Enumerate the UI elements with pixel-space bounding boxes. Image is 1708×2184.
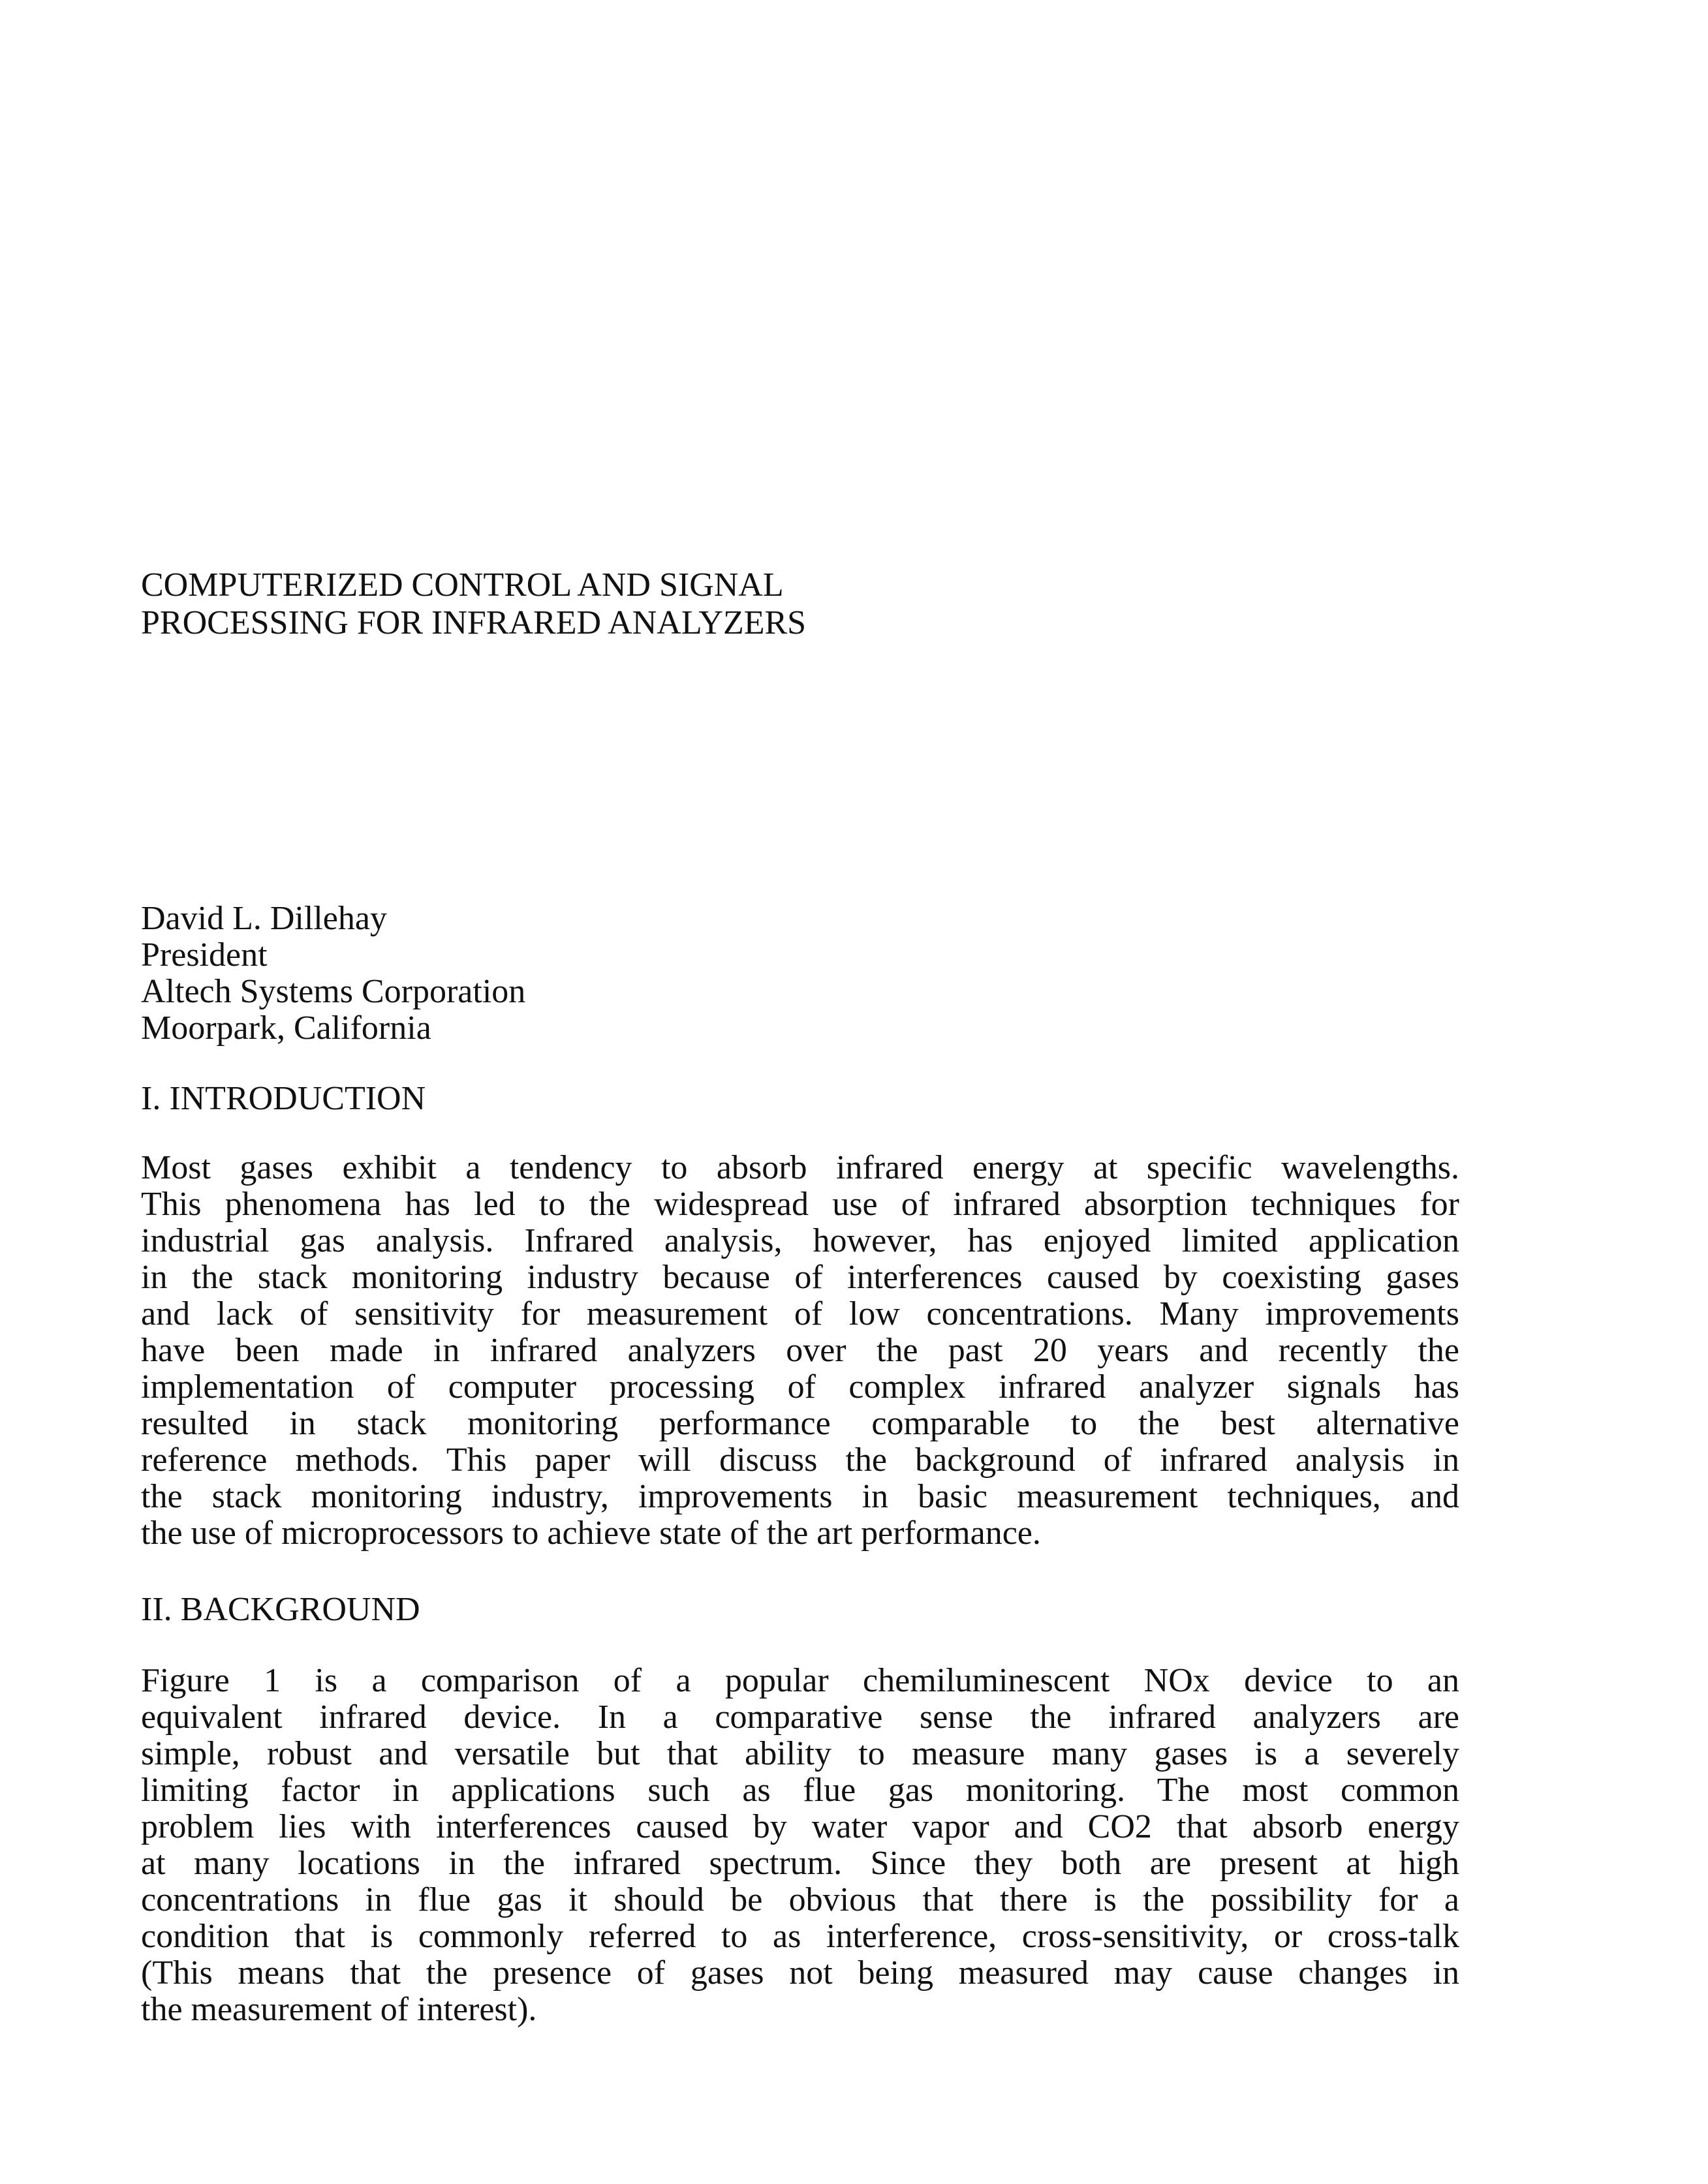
title-line-1: COMPUTERIZED CONTROL AND SIGNAL [141, 566, 784, 604]
text-line: reference methods. This paper will discuss the background of infrared analysis in [141, 1442, 1459, 1479]
text-line: the stack monitoring industry, improvements in basic measurement techniques, and [141, 1479, 1459, 1515]
text-line: (This means that the presence of gases not being measured may cause changes in [141, 1955, 1459, 1992]
text-line: the measurement of interest). [141, 1992, 537, 2028]
text-line: concentrations in flue gas it should be obvious that there is the possibility for a [141, 1882, 1459, 1918]
text-line: resulted in stack monitoring performance comparable to the best alternative [141, 1406, 1459, 1442]
text-line: This phenomena has led to the widespread use of infrared absorption techniques for [141, 1186, 1459, 1223]
author-location: Moorpark, California [141, 1009, 431, 1047]
text-line: have been made in infrared analyzers over the past 20 years and recently the [141, 1332, 1459, 1369]
text-line: the use of microprocessors to achieve state of the art performance. [141, 1515, 1041, 1552]
text-line: Figure 1 is a comparison of a popular chemiluminescent NOx device to an [141, 1663, 1459, 1699]
background-paragraph [141, 1663, 1459, 2028]
text-line: simple, robust and versatile but that ability to measure many gases is a severely [141, 1736, 1459, 1772]
text-line: at many locations in the infrared spectrum. Since they both are present at high [141, 1845, 1459, 1882]
text-line: industrial gas analysis. Infrared analysis, however, has enjoyed limited application [141, 1223, 1459, 1259]
author-position: President [141, 936, 268, 974]
section-heading-introduction: I. INTRODUCTION [141, 1080, 426, 1117]
section-heading-background: II. BACKGROUND [141, 1591, 420, 1628]
title-line-2: PROCESSING FOR INFRARED ANALYZERS [141, 604, 807, 641]
introduction-paragraph [141, 1150, 1459, 1552]
text-line: problem lies with interferences caused by water vapor and CO2 that absorb energy [141, 1809, 1459, 1845]
paper-title [141, 566, 1381, 642]
text-line: and lack of sensitivity for measurement of low concentrations. Many improvements [141, 1296, 1459, 1332]
author-name: David L. Dillehay [141, 900, 387, 937]
text-line: in the stack monitoring industry because of interferences caused by coexisting gases [141, 1259, 1459, 1296]
text-line: limiting factor in applications such as flue gas monitoring. The most common [141, 1772, 1459, 1809]
author-block [141, 900, 525, 1047]
author-organization: Altech Systems Corporation [141, 973, 526, 1010]
text-line: implementation of computer processing of complex infrared analyzer signals has [141, 1369, 1459, 1406]
text-line: equivalent infrared device. In a comparative sense the infrared analyzers are [141, 1699, 1459, 1736]
text-line: Most gases exhibit a tendency to absorb infrared energy at specific wavelengths. [141, 1150, 1459, 1186]
text-line: condition that is commonly referred to as interference, cross-sensitivity, or cross-talk [141, 1918, 1459, 1955]
